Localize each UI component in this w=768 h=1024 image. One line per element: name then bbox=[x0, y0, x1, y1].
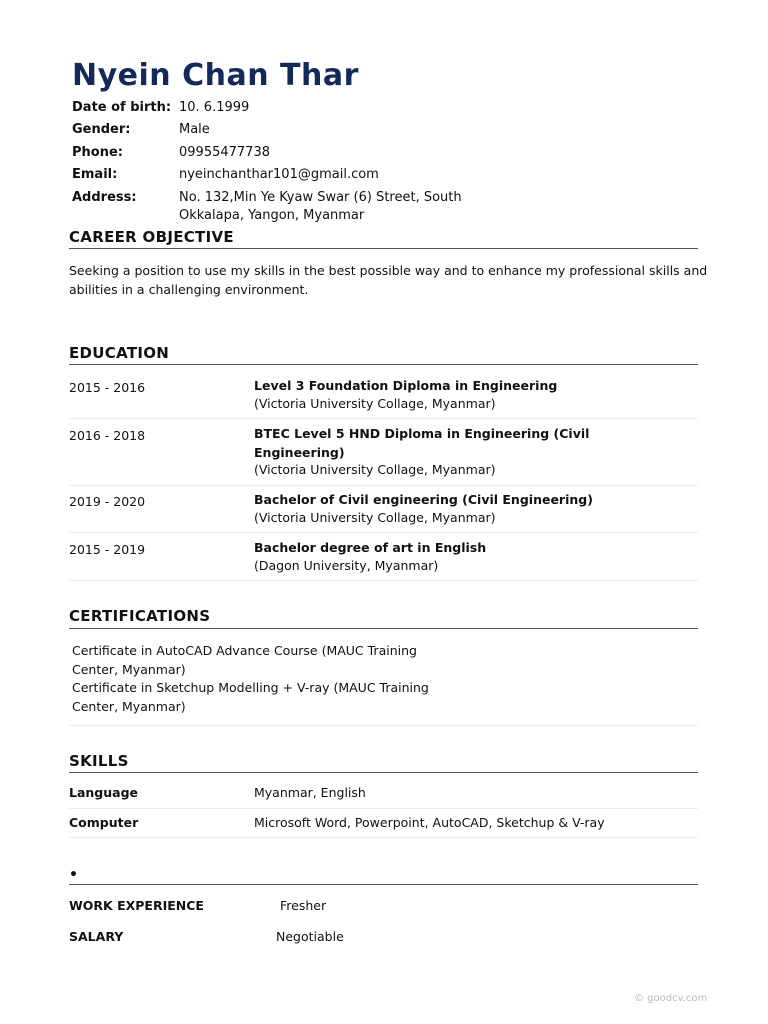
address-label: Address: bbox=[72, 190, 137, 205]
gender-label: Gender: bbox=[72, 122, 131, 137]
skills-heading: SKILLS bbox=[69, 752, 129, 770]
education-rule bbox=[69, 364, 698, 365]
career-objective-text: Seeking a position to use my skills in the best possible way and to enhance my professional skills and abilities in a challenging environment. bbox=[69, 263, 708, 297]
education-institution: (Dagon University, Myanmar) bbox=[254, 558, 439, 573]
candidate-name: Nyein Chan Thar bbox=[72, 58, 359, 93]
dob-label: Date of birth: bbox=[72, 100, 172, 115]
education-degree: Bachelor of Civil engineering (Civil Engineering) bbox=[254, 492, 593, 507]
education-institution: (Victoria University Collage, Myanmar) bbox=[254, 462, 496, 477]
salary-label: SALARY bbox=[69, 929, 124, 944]
gender-value: Male bbox=[179, 122, 210, 137]
dob-value: 10. 6.1999 bbox=[179, 100, 250, 115]
extra-section-rule bbox=[69, 884, 698, 885]
certification-line: Certificate in AutoCAD Advance Course (MAUC Training bbox=[72, 643, 417, 658]
address-line-2: Okkalapa, Yangon, Myanmar bbox=[179, 208, 365, 223]
career-objective-rule bbox=[69, 248, 698, 249]
education-heading: EDUCATION bbox=[69, 344, 170, 362]
education-row-divider bbox=[69, 580, 698, 581]
email-label: Email: bbox=[72, 167, 118, 182]
certification-line: Center, Myanmar) bbox=[72, 699, 186, 714]
education-years: 2019 - 2020 bbox=[69, 494, 146, 509]
address-line-1: No. 132,Min Ye Kyaw Swar (6) Street, South bbox=[179, 190, 462, 205]
certifications-rule bbox=[69, 628, 698, 629]
education-degree: BTEC Level 5 HND Diploma in Engineering (Civil Engineering) bbox=[254, 426, 590, 460]
education-row-divider bbox=[69, 418, 698, 419]
section-bullet: • bbox=[69, 867, 78, 883]
education-institution: (Victoria University Collage, Myanmar) bbox=[254, 396, 496, 411]
skill-value: Myanmar, English bbox=[254, 785, 366, 800]
education-row-divider bbox=[69, 485, 698, 486]
skill-value: Microsoft Word, Powerpoint, AutoCAD, Sketchup & V-ray bbox=[254, 815, 605, 830]
skills-row-divider bbox=[69, 837, 698, 838]
salary-value: Negotiable bbox=[276, 929, 344, 944]
email-value: nyeinchanthar101@gmail.com bbox=[179, 167, 379, 182]
certifications-heading: CERTIFICATIONS bbox=[69, 607, 211, 625]
work-experience-label: WORK EXPERIENCE bbox=[69, 898, 204, 913]
education-institution: (Victoria University Collage, Myanmar) bbox=[254, 510, 496, 525]
education-years: 2015 - 2016 bbox=[69, 380, 146, 395]
skill-label: Language bbox=[69, 785, 139, 800]
skills-row-divider bbox=[69, 808, 698, 809]
education-years: 2015 - 2019 bbox=[69, 542, 146, 557]
education-degree: Level 3 Foundation Diploma in Engineering bbox=[254, 378, 558, 393]
skills-rule bbox=[69, 772, 698, 773]
certification-line: Certificate in Sketchup Modelling + V-ray (MAUC Training bbox=[72, 680, 429, 695]
certification-line: Center, Myanmar) bbox=[72, 662, 186, 677]
phone-label: Phone: bbox=[72, 145, 123, 160]
education-degree: Bachelor degree of art in English bbox=[254, 540, 487, 555]
certifications-divider bbox=[69, 725, 698, 726]
footer-credit: © goodcv.com bbox=[634, 993, 708, 1004]
career-objective-heading: CAREER OBJECTIVE bbox=[69, 228, 234, 246]
phone-value: 09955477738 bbox=[179, 145, 270, 160]
education-row-divider bbox=[69, 532, 698, 533]
work-experience-value: Fresher bbox=[280, 898, 327, 913]
skill-label: Computer bbox=[69, 815, 139, 830]
education-years: 2016 - 2018 bbox=[69, 428, 146, 443]
